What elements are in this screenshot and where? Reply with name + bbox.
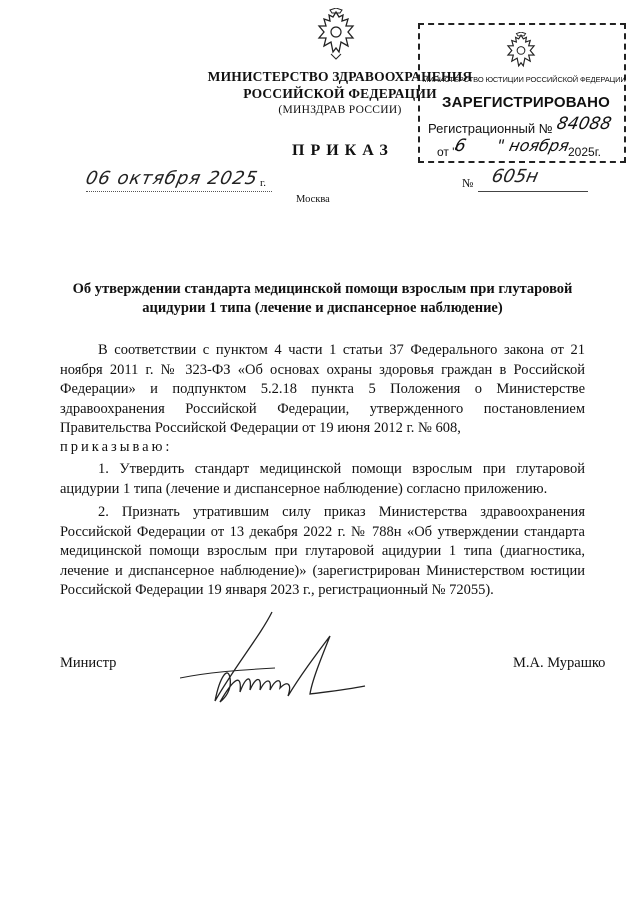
ministry-name-line2: РОССИЙСКОЙ ФЕДЕРАЦИИ	[243, 86, 437, 101]
coat-of-arms-icon	[313, 8, 359, 60]
order-number-label: №	[462, 176, 474, 190]
date-underline	[86, 191, 272, 192]
order-number-handwritten: 605н	[489, 166, 541, 187]
stamp-status: ЗАРЕГИСТРИРОВАНО	[441, 94, 611, 111]
order-item-2: 2. Признать утратившим силу приказ Министерства здравоохранения Российской Федерации от 13 декабря 2022 г. № 788н «Об утверждении стандарта медицинской помощи взрослым при глутаровой ацидурии 1 типа (диагностика, лечение и диспансерное наблюдение)» (зарегистрирован Министерством юстиции Российской Федерации 19 января 2023 г., регистрационный № 72055).	[60, 504, 585, 598]
coat-of-arms-icon	[503, 32, 539, 72]
title-line1: Об утверждении стандарта медицинской помощи взрослым при глутаровой	[72, 281, 573, 297]
stamp-day-handwritten: 6	[452, 136, 468, 156]
document-type: ПРИКАЗ	[292, 142, 394, 159]
preamble-paragraph: В соответствии с пунктом 4 части 1 статьи 37 Федерального закона от 21 ноября 2011 г. № 323-ФЗ «Об основах охраны здоровья граждан в Российской Федерации» и подпунктом 5.2.18 пункта 5 Положения о Министерстве здравоохранения Российской Федерации, утвержденного постановлением Правительства Российской Федерации от 19 июня 2012 г. № 608,	[60, 342, 585, 436]
stamp-regnum-handwritten: 84088	[554, 114, 614, 134]
document-title	[60, 280, 585, 318]
handwritten-signature	[180, 606, 370, 716]
ministry-name-line1: МИНИСТЕРСТВО ЗДРАВООХРАНЕНИЯ	[207, 69, 473, 84]
stamp-regnum-label: Регистрационный №	[428, 121, 553, 136]
signatory-name: М.А. Мурашко	[513, 655, 606, 671]
order-date-handwritten: 06 октября 2025	[83, 168, 260, 189]
order-item-1: 1. Утвердить стандарт медицинской помощи взрослым при глутаровой ацидурии 1 типа (лечение и диспансерное наблюдение) согласно приложению.	[60, 461, 585, 497]
stamp-month-handwritten: " ноября	[494, 136, 571, 155]
date-suffix: г.	[260, 177, 267, 189]
ministry-short-name: (МИНЗДРАВ РОССИИ)	[278, 104, 402, 116]
directive-word: приказываю:	[60, 439, 173, 455]
stamp-year: 2025г.	[568, 145, 601, 159]
signatory-position: Министр	[60, 655, 117, 671]
number-underline	[478, 191, 588, 192]
city: Москва	[296, 194, 330, 205]
stamp-organization: МИНИСТЕРСТВО ЮСТИЦИИ РОССИЙСКОЙ ФЕДЕРАЦИИ	[422, 75, 626, 84]
title-line2: ацидурии 1 типа (лечение и диспансерное наблюдение)	[142, 300, 503, 316]
stamp-from-label: от "	[437, 145, 457, 159]
